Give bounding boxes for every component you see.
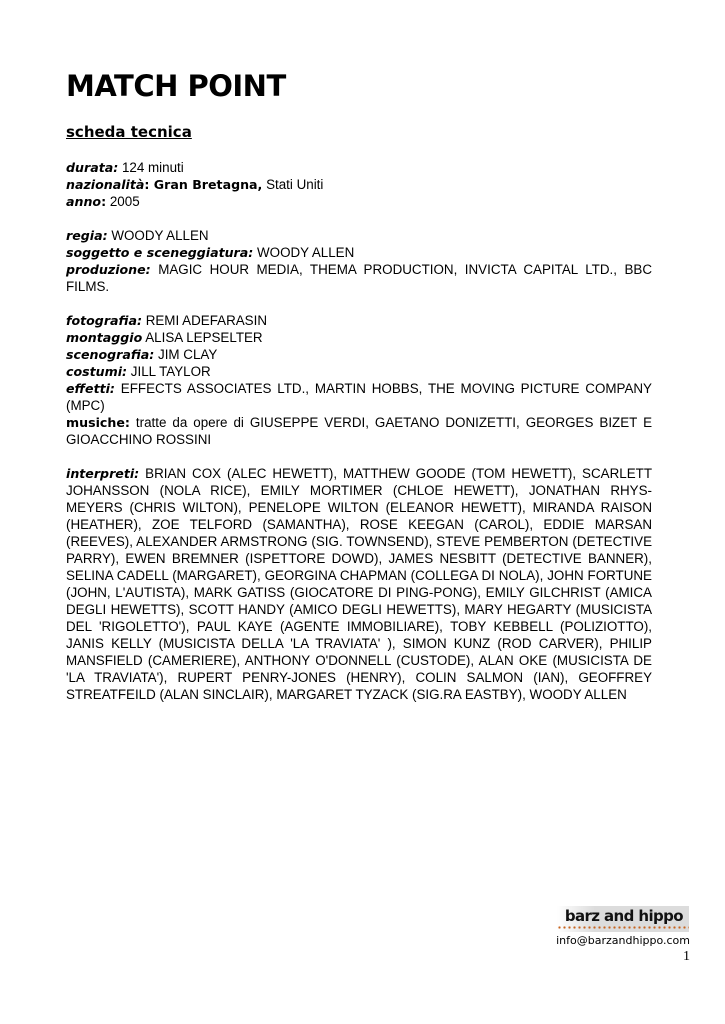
produzione-row	[66, 261, 652, 295]
interpreti-value: BRIAN COX (ALEC HEWETT), MATTHEW GOODE (TOM HEWETT), SCARLETT JOHANSSON (NOLA RICE), EMILY MORTIMER (CHLOE HEWETT), JONATHAN RHYS-MEYERS (CHRIS WILTON), PENELOPE WILTON (ELEANOR HEWETT), MIRANDA RAISON (HEATHER), ZOE TELFORD (SAMANTHA), ROSE KEEGAN (CAROL), EDDIE MARSAN (REEVES), ALEXANDER ARMSTRONG (SIG. TOWNSEND), STEVE PEMBERTON (DETECTIVE PARRY), EWEN BREMNER (ISPETTORE DOWD), JAMES NESBITT (DETECTIVE BANNER), SELINA CADELL (MARGARET), GEORGINA CHAPMAN (COLLEGA DI NOLA), JOHN FORTUNE (JOHN, L'AUTISTA), MARK GATISS (GIOCATORE DI PING-PONG), EMILY GILCHRIST (AMICA DEGLI HEWETTS), SCOTT HANDY (AMICO DEGLI HEWETTS), MARY HEGARTY (MUSICISTA DEL 'RIGOLETTO'), PAUL KAYE (AGENTE IMMOBILIARE), TOBY KEBBELL (POLIZIOTTO), JANIS KELLY (MUSICISTA DELLA 'LA TRAVIATA' ), SIMON KUNZ (ROD CARVER), PHILIP MANSFIELD (CAMERIERE), ANTHONY O'DONNELL (CUSTODE), ALAN OKE (MUSICISTA DE 'LA TRAVIATA'), RUPERT PENRY-JONES (HENRY), COLIN SALMON (IAN), GEOFFREY STREATFEILD (ALAN SINCLAIR), MARGARET TYZACK (SIG.RA EASTBY), WOODY ALLEN	[66, 466, 652, 702]
fotografia-row	[66, 312, 652, 329]
scenografia-value: JIM CLAY	[154, 347, 218, 362]
costumi-value: JILL TAYLOR	[127, 364, 211, 379]
musiche-label: musiche:	[66, 415, 130, 430]
soggetto-label: soggetto e sceneggiatura:	[66, 245, 254, 260]
fotografia-label: fotografia:	[66, 313, 142, 328]
scenografia-label: scenografia:	[66, 347, 155, 362]
durata-label: durata:	[66, 160, 119, 175]
nazionalita-label: nazionalità	[66, 177, 145, 192]
interpreti-label: interpreti:	[66, 466, 140, 481]
durata-value: 124 minuti	[118, 160, 184, 175]
nazionalita-value: Stati Uniti	[262, 177, 324, 192]
montaggio-label: montaggio	[66, 330, 143, 345]
costumi-label: costumi:	[66, 364, 128, 379]
anno-label: anno	[66, 194, 102, 209]
nazionalita-row	[66, 176, 652, 193]
barz-and-hippo-logo	[557, 906, 689, 932]
costumi-row	[66, 363, 652, 380]
produzione-label: produzione:	[66, 262, 151, 277]
soggetto-row	[66, 244, 652, 261]
scenografia-row	[66, 346, 652, 363]
effetti-row	[66, 380, 652, 414]
logo-text: barz and hippo	[564, 907, 683, 925]
produzione-value: MAGIC HOUR MEDIA, THEMA PRODUCTION, INVICTA CAPITAL LTD., BBC FILMS.	[66, 262, 652, 294]
montaggio-row	[66, 329, 652, 346]
page-number: 1	[683, 949, 690, 964]
technical-sheet	[66, 159, 652, 703]
page-title: MATCH POINT	[66, 69, 286, 103]
contact-email: info@barzandhippo.com	[556, 934, 690, 947]
regia-value: WOODY ALLEN	[107, 228, 209, 243]
effetti-value: EFFECTS ASSOCIATES LTD., MARTIN HOBBS, THE MOVING PICTURE COMPANY (MPC)	[66, 381, 652, 413]
regia-label: regia:	[66, 228, 108, 243]
effetti-label: effetti:	[66, 381, 115, 396]
anno-value: 2005	[106, 194, 140, 209]
fotografia-value: REMI ADEFARASIN	[141, 313, 267, 328]
logo-dots-decoration	[557, 926, 689, 929]
durata-row	[66, 159, 652, 176]
nazionalita-value-bold: : Gran Bretagna,	[144, 177, 263, 192]
montaggio-value: ALISA LEPSELTER	[142, 330, 263, 345]
soggetto-value: WOODY ALLEN	[253, 245, 355, 260]
musiche-value: tratte da opere di GIUSEPPE VERDI, GAETANO DONIZETTI, GEORGES BIZET E GIOACCHINO ROSSINI	[66, 415, 652, 447]
interpreti-row	[66, 465, 652, 703]
anno-colon: :	[101, 194, 107, 209]
regia-row	[66, 227, 652, 244]
musiche-row	[66, 414, 652, 448]
anno-row	[66, 193, 652, 210]
section-subtitle: scheda tecnica	[66, 123, 192, 141]
